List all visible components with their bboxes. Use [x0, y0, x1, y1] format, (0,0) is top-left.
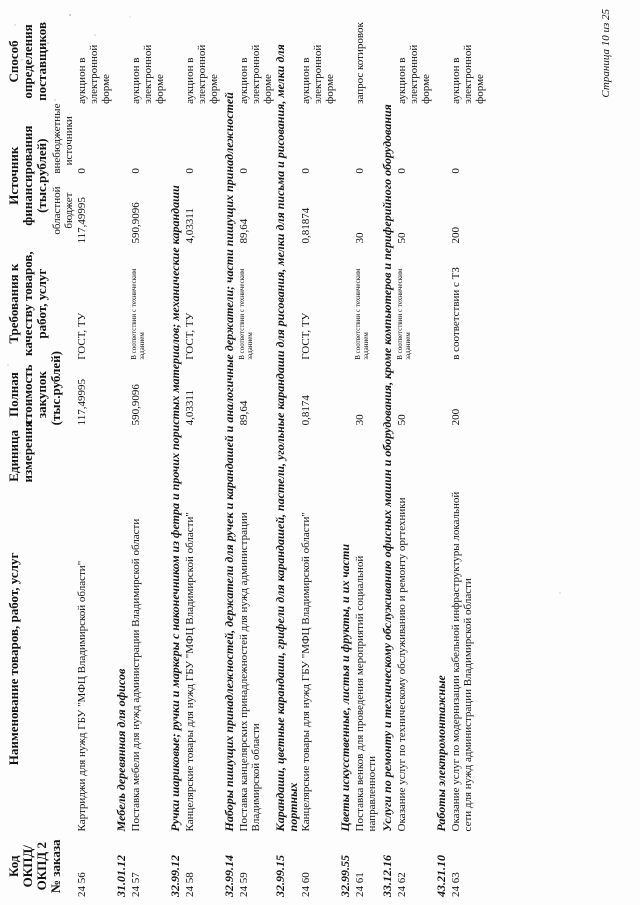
- category-row: [166, 17, 184, 899]
- item-name: Картриджи для нужд ГБУ "МФЦ Владимирской области": [76, 560, 88, 832]
- category-code: 32.99.55: [338, 855, 352, 897]
- category-row: [432, 17, 450, 899]
- item-method: аукцион в электронной форме: [238, 44, 274, 104]
- item-funding-regional: 117,49995: [76, 197, 88, 244]
- header-requirements: Требования к качеству товаров, работ, услуг: [6, 251, 49, 356]
- category-code: 43.21.10: [434, 855, 448, 897]
- header-method: Способ определения поставщиков: [6, 22, 49, 101]
- header-code: Код ОКПД/ ОКПД 2 № заказа: [6, 839, 63, 893]
- category-row: [220, 17, 238, 899]
- item-requirements: в соответствии с ТЗ: [450, 267, 462, 360]
- item-unit: [396, 427, 432, 484]
- page-number: Страница 10 из 25: [600, 9, 612, 98]
- category-row: [274, 17, 300, 899]
- table-row: [396, 17, 432, 899]
- category-row: [336, 17, 354, 899]
- order-number: 24 56: [76, 872, 88, 897]
- category-code: 33.12.16: [380, 855, 394, 897]
- item-name: Оказание услуг по модернизации кабельной инфраструктуры локальной сети для нужд администрации Владимирской области: [450, 491, 474, 832]
- item-funding-other: 0: [300, 168, 312, 174]
- item-requirements: В соответствии с техническим заданием: [238, 268, 254, 360]
- item-name: Оказание услуг по техническому обслуживанию и ремонту оргтехники: [396, 497, 408, 832]
- item-unit: [130, 427, 166, 484]
- category-title: Услуги по ремонту и техническому обслуживанию офисных машин и оборудования, кроме компьютеров и периферийного оборудования: [380, 104, 394, 832]
- header-funding: Источник финансирования (тыс.рублей): [6, 125, 49, 226]
- category-title: Ручки шариковые; ручки и маркеры с наконечником из фетра и прочих пористых материалов; механические карандаши: [168, 185, 182, 832]
- category-title: Цветы искусственные, листья и фрукты, и их части: [338, 543, 352, 832]
- category-title: Мебель деревянная для офисов: [114, 668, 128, 832]
- item-requirements: ГОСТ, ТУ: [184, 312, 196, 360]
- item-funding-other: 0: [396, 168, 408, 174]
- header-unit: Единица измерения: [6, 420, 35, 483]
- table-row: [238, 17, 274, 899]
- item-funding-other: 0: [354, 168, 366, 174]
- item-method: аукцион в электронной форме: [450, 44, 486, 104]
- item-funding-other: 0: [238, 168, 250, 174]
- category-code: 31.01.12: [114, 855, 128, 897]
- order-number: 24 61: [354, 872, 366, 897]
- category-row: [378, 17, 396, 899]
- item-funding-other: 0: [130, 168, 142, 174]
- item-name: Поставка канцелярских принадлежностей для нужд администрации Владимирской области: [238, 512, 262, 832]
- item-funding-other: 0: [76, 168, 88, 174]
- order-number: 24 63: [450, 872, 462, 897]
- item-funding-regional: 200: [450, 226, 462, 244]
- item-funding-regional: 50: [396, 232, 408, 244]
- header-funding-regional: областной бюджет: [51, 186, 75, 235]
- item-name: Поставка венков для проведения мероприятий социальной направленности: [354, 555, 378, 832]
- order-number: 24 62: [396, 872, 408, 897]
- item-funding-other: 0: [450, 168, 462, 174]
- item-cost: 590,9096: [130, 384, 142, 426]
- item-unit: [76, 427, 112, 484]
- item-funding-other: 0: [184, 168, 196, 174]
- table-row: [76, 17, 112, 899]
- item-cost: 30: [354, 414, 366, 426]
- item-requirements: В соответствии с техническим заданием: [354, 268, 370, 360]
- category-title: Карандаши, цветные карандаши, грифели для карандашей, пастели, угольные карандаши для рисования, мелки для письма и рисования, мелки для портных: [273, 44, 300, 832]
- item-method: запрос котировок: [354, 22, 366, 104]
- table-row: [130, 17, 166, 899]
- item-unit: [184, 427, 220, 484]
- item-name: Канцелярские товары для нужд ГБУ "МФЦ Владимирской области": [300, 512, 312, 832]
- item-cost: 117,49995: [76, 379, 88, 426]
- header-name: Наименование товаров, работ, услуг: [6, 552, 21, 766]
- item-cost: 89,64: [238, 400, 250, 426]
- table-row: [184, 17, 220, 899]
- item-unit: [300, 427, 336, 484]
- category-code: 32.99.14: [222, 855, 236, 897]
- item-cost: 50: [396, 414, 408, 426]
- procurement-table: [6, 17, 486, 899]
- item-method: аукцион в электронной форме: [76, 44, 112, 104]
- category-code: 32.99.15: [273, 855, 287, 897]
- table-row: [450, 17, 486, 899]
- item-funding-regional: 0,81874: [300, 207, 312, 244]
- item-requirements: В соответствии с техническим заданием: [396, 268, 412, 360]
- order-number: 24 57: [130, 872, 142, 897]
- item-method: аукцион в электронной форме: [130, 44, 166, 104]
- item-unit: [238, 427, 274, 484]
- table-row: [354, 17, 378, 899]
- item-method: аукцион в электронной форме: [396, 44, 432, 104]
- item-funding-regional: 30: [354, 232, 366, 244]
- header-funding-other: внебюджетные источники: [51, 103, 75, 174]
- item-unit: [450, 427, 486, 484]
- item-method: аукцион в электронной форме: [184, 44, 220, 104]
- item-method: аукцион в электронной форме: [300, 44, 336, 104]
- item-requirements: ГОСТ, ТУ: [76, 312, 88, 360]
- item-cost: 200: [450, 408, 462, 426]
- table-body: [76, 17, 486, 899]
- item-requirements: В соответствии с техническим заданием: [130, 268, 146, 360]
- header-cost: Полная стоимость закупок (тыс.рублей): [6, 351, 63, 426]
- order-number: 24 58: [184, 872, 196, 897]
- item-cost: 4,03311: [184, 390, 196, 426]
- category-row: [112, 17, 130, 899]
- item-name: Поставка мебели для нужд администрации Владимирской области: [130, 518, 142, 832]
- order-number: 24 60: [300, 872, 312, 897]
- item-cost: 0,8174: [300, 395, 312, 426]
- item-requirements: ГОСТ, ТУ: [300, 312, 312, 360]
- order-number: 24 59: [238, 872, 250, 897]
- item-funding-regional: 590,9096: [130, 202, 142, 244]
- item-funding-regional: 4,03311: [184, 208, 196, 244]
- category-title: Работы электромонтажные: [434, 675, 448, 832]
- category-title: Наборы пишущих принадлежностей, держатели для ручек и карандашей и аналогичные держатели; части пишущих принадлежностей: [222, 92, 236, 832]
- table-row: [300, 17, 336, 899]
- item-unit: [354, 427, 378, 484]
- item-funding-regional: 89,64: [238, 218, 250, 244]
- category-code: 32.99.12: [168, 855, 182, 897]
- item-name: Канцелярские товары для нужд ГБУ "МФЦ Владимирской области": [184, 512, 196, 832]
